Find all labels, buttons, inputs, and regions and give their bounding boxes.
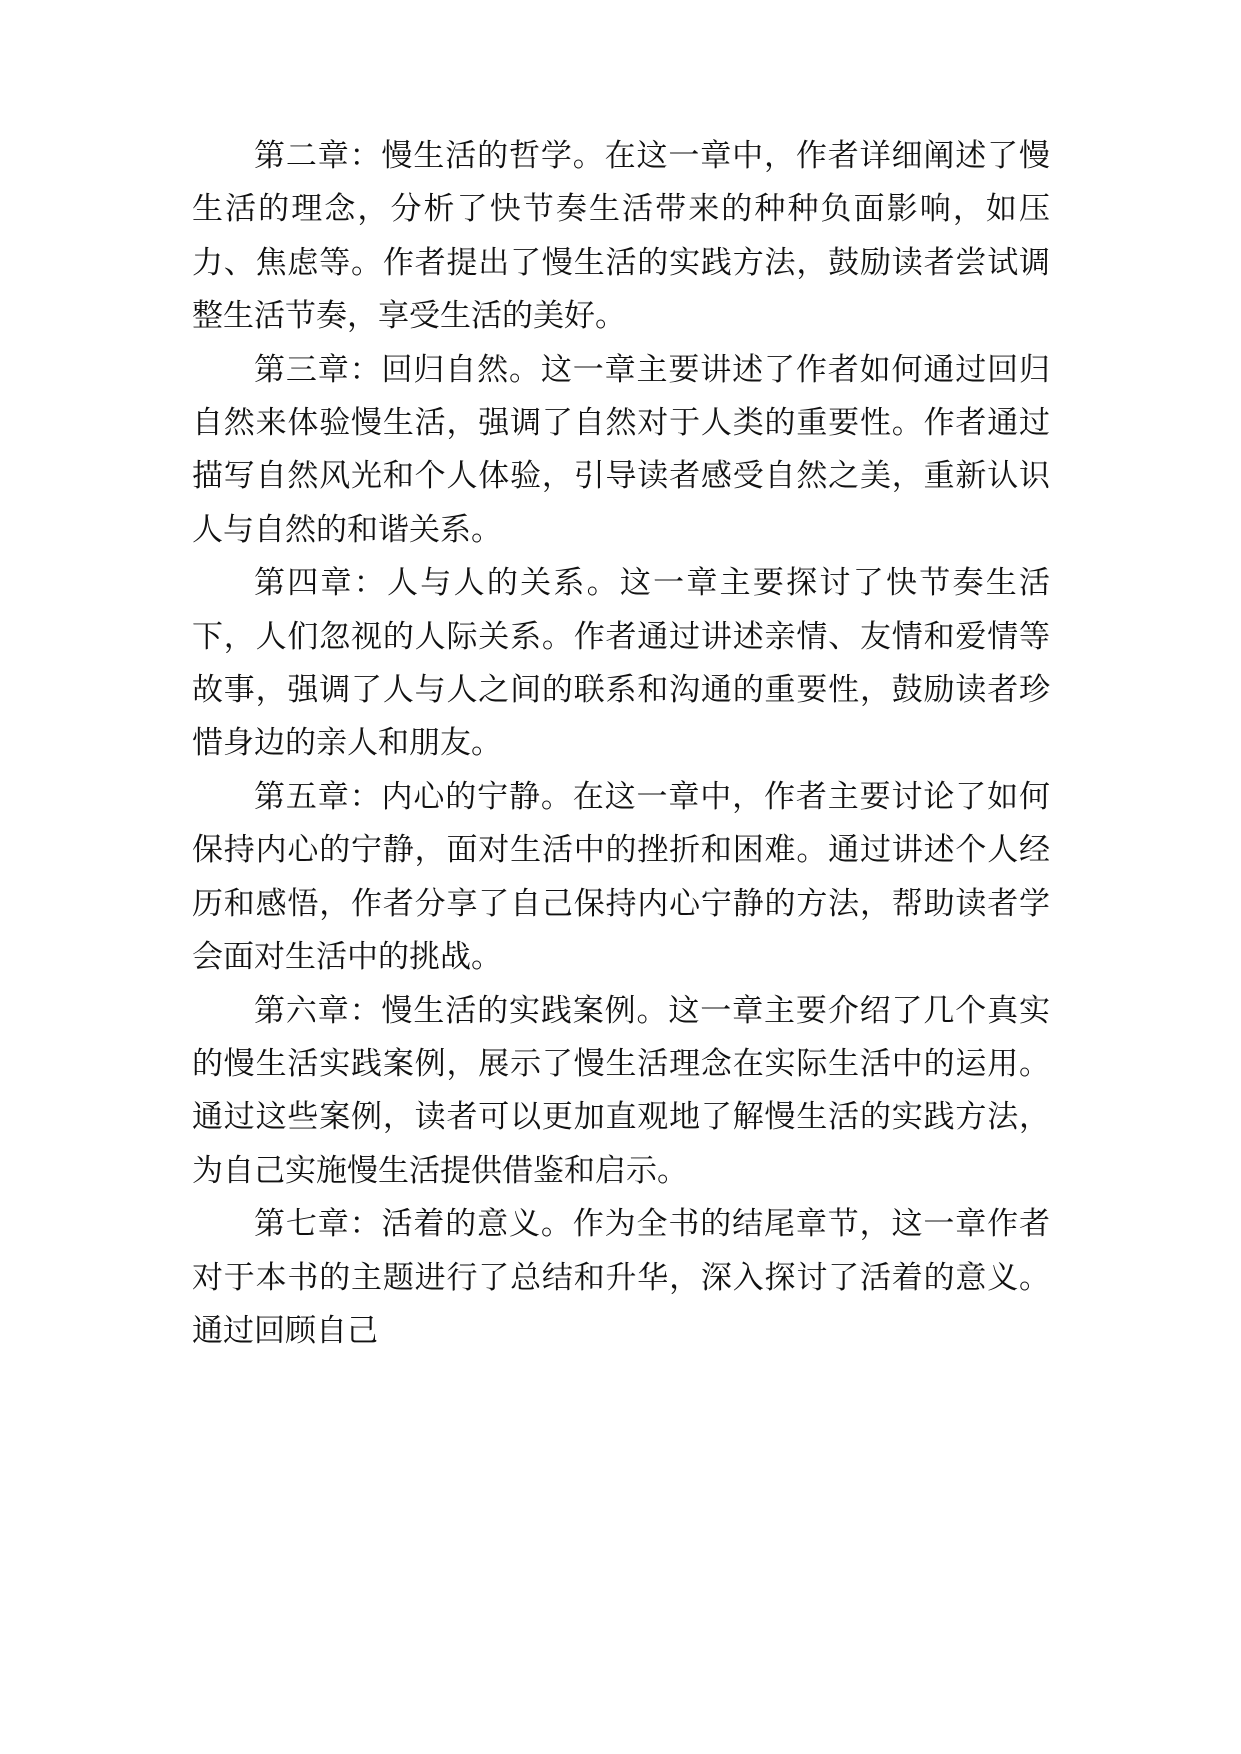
paragraph-chapter-3: 第三章：回归自然。这一章主要讲述了作者如何通过回归自然来体验慢生活，强调了自然对于人类的重要性。作者通过描写自然风光和个人体验，引导读者感受自然之美，重新认识人与自然的和谐关系。 — [192, 351, 1050, 548]
paragraph-chapter-4: 第四章：人与人的关系。这一章主要探讨了快节奏生活下，人们忽视的人际关系。作者通过讲述亲情、友情和爱情等故事，强调了人与人之间的联系和沟通的重要性，鼓励读者珍惜身边的亲人和朋友。 — [192, 565, 1050, 762]
paragraph-chapter-5: 第五章：内心的宁静。在这一章中，作者主要讨论了如何保持内心的宁静，面对生活中的挫折和困难。通过讲述个人经历和感悟，作者分享了自己保持内心宁静的方法，帮助读者学会面对生活中的挑战。 — [192, 778, 1050, 976]
paragraph-chapter-7: 第七章：活着的意义。作为全书的结尾章节，这一章作者对于本书的主题进行了总结和升华，深入探讨了活着的意义。通过回顾自己 — [192, 1206, 1050, 1349]
paragraph-chapter-6: 第六章：慢生活的实践案例。这一章主要介绍了几个真实的慢生活实践案例，展示了慢生活理念在实际生活中的运用。通过这些案例，读者可以更加直观地了解慢生活的实践方法，为自己实施慢生活提供借鉴和启示。 — [192, 992, 1050, 1189]
document-body — [192, 130, 1050, 1358]
paragraph-chapter-2: 第二章：慢生活的哲学。在这一章中，作者详细阐述了慢生活的理念，分析了快节奏生活带来的种种负面影响，如压力、焦虑等。作者提出了慢生活的实践方法，鼓励读者尝试调整生活节奏，享受生活的美好。 — [192, 138, 1050, 335]
